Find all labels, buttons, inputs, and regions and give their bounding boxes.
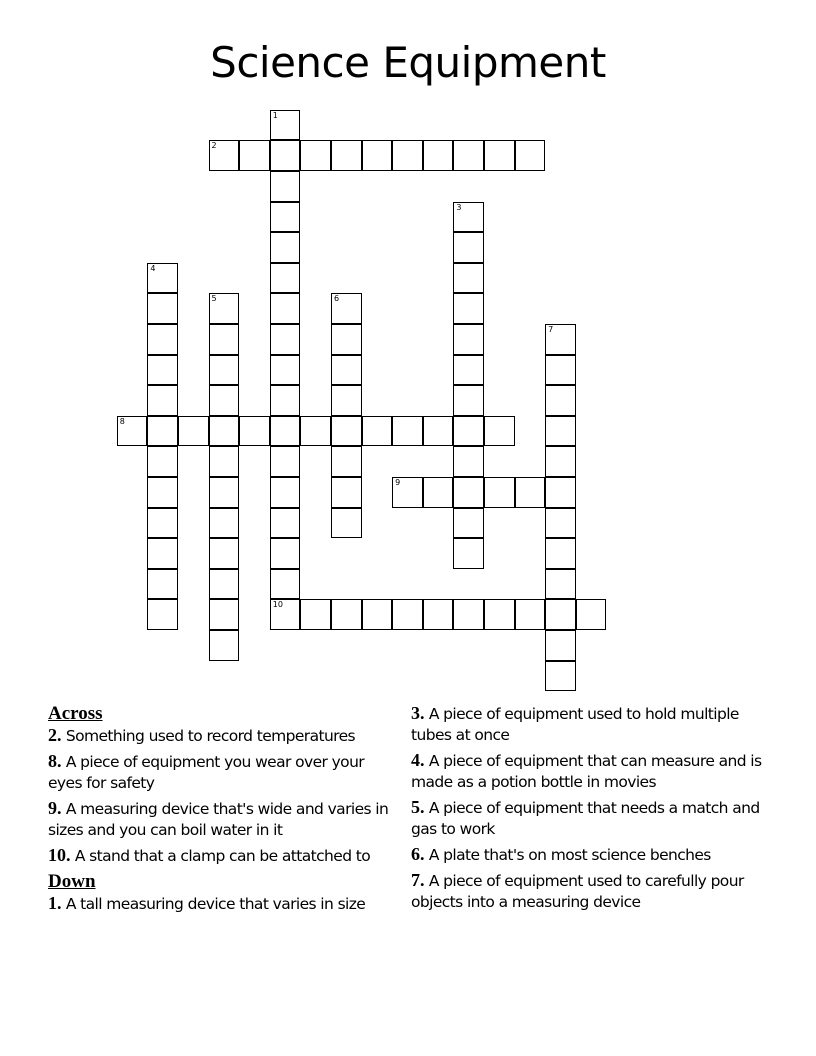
grid-cell[interactable] xyxy=(270,508,301,539)
grid-cell[interactable] xyxy=(147,263,178,294)
clue-down-5: 5. A piece of equipment that needs a match and gas to work xyxy=(411,797,760,838)
clue-across-9: 9. A measuring device that's wide and varies in sizes and you can boil water in it xyxy=(48,798,389,839)
grid-cell[interactable] xyxy=(453,355,484,386)
grid-cell[interactable] xyxy=(270,324,301,355)
grid-cell[interactable] xyxy=(300,416,331,447)
grid-cell[interactable] xyxy=(331,477,362,508)
grid-cell[interactable] xyxy=(392,416,423,447)
grid-cell[interactable] xyxy=(545,630,576,661)
grid-cell[interactable] xyxy=(147,508,178,539)
grid-cell[interactable] xyxy=(392,140,423,171)
grid-cell[interactable] xyxy=(270,477,301,508)
grid-cell[interactable] xyxy=(239,140,270,171)
grid-cell[interactable] xyxy=(147,385,178,416)
grid-cell[interactable] xyxy=(362,416,393,447)
grid-cell[interactable] xyxy=(331,140,362,171)
grid-cell[interactable] xyxy=(270,599,301,630)
grid-cell[interactable] xyxy=(270,110,301,141)
grid-cell[interactable] xyxy=(545,416,576,447)
clue-number-label: 5 xyxy=(211,294,217,304)
grid-cell[interactable] xyxy=(545,599,576,630)
grid-cell[interactable] xyxy=(209,355,240,386)
grid-cell[interactable] xyxy=(147,599,178,630)
clue-number-label: 9 xyxy=(395,477,401,487)
grid-cell[interactable] xyxy=(545,477,576,508)
grid-cell[interactable] xyxy=(178,416,209,447)
grid-cell[interactable] xyxy=(576,599,607,630)
grid-cell[interactable] xyxy=(331,355,362,386)
clue-down-3: 3. A piece of equipment used to hold multiple tubes at once xyxy=(411,703,739,744)
grid-cell[interactable] xyxy=(270,293,301,324)
clue-number-label: 8 xyxy=(119,416,125,426)
grid-cell[interactable] xyxy=(300,599,331,630)
grid-cell[interactable] xyxy=(423,140,454,171)
clue-down-4: 4. A piece of equipment that can measure and is made as a potion bottle in movies xyxy=(411,750,762,791)
grid-cell[interactable] xyxy=(300,140,331,171)
grid-cell[interactable] xyxy=(453,385,484,416)
grid-cell[interactable] xyxy=(362,140,393,171)
clue-number-label: 10 xyxy=(272,600,283,610)
grid-cell[interactable] xyxy=(545,508,576,539)
across-heading: Across xyxy=(48,703,103,724)
grid-cell[interactable] xyxy=(331,416,362,447)
clue-across-2: 2. Something used to record temperatures xyxy=(48,725,356,745)
grid-cell[interactable] xyxy=(117,416,148,447)
clue-number-label: 6 xyxy=(333,294,340,304)
grid-cell[interactable] xyxy=(453,202,484,233)
grid-cell[interactable] xyxy=(209,630,240,661)
grid-cell[interactable] xyxy=(453,508,484,539)
puzzle-title: Science Equipment xyxy=(210,38,606,87)
grid-cell[interactable] xyxy=(209,140,240,171)
grid-cell[interactable] xyxy=(270,171,301,202)
grid-cell[interactable] xyxy=(270,385,301,416)
grid-cell[interactable] xyxy=(545,324,576,355)
grid-cell[interactable] xyxy=(147,324,178,355)
grid-cell[interactable] xyxy=(484,140,515,171)
grid-cell[interactable] xyxy=(545,569,576,600)
grid-cell[interactable] xyxy=(331,508,362,539)
grid-cell[interactable] xyxy=(331,324,362,355)
grid-cell[interactable] xyxy=(331,599,362,630)
grid-cell[interactable] xyxy=(453,263,484,294)
grid-cell[interactable] xyxy=(453,232,484,263)
grid-cell[interactable] xyxy=(270,140,301,171)
clue-down-1: 1. A tall measuring device that varies in size xyxy=(48,893,366,913)
grid-cell[interactable] xyxy=(270,232,301,263)
grid-cell[interactable] xyxy=(423,599,454,630)
grid-cell[interactable] xyxy=(484,416,515,447)
grid-cell[interactable] xyxy=(545,385,576,416)
grid-cell[interactable] xyxy=(147,477,178,508)
clues-left-column xyxy=(48,703,398,919)
grid-cell[interactable] xyxy=(392,599,423,630)
grid-cell[interactable] xyxy=(545,538,576,569)
clue-down-6: 6. A plate that's on most science benches xyxy=(411,844,711,864)
grid-cell[interactable] xyxy=(209,538,240,569)
grid-cell[interactable] xyxy=(147,293,178,324)
grid-cell[interactable] xyxy=(270,416,301,447)
clue-across-10: 10. A stand that a clamp can be attatched to xyxy=(48,845,371,865)
grid-cell[interactable] xyxy=(515,140,546,171)
grid-cell[interactable] xyxy=(362,599,393,630)
grid-cell[interactable] xyxy=(270,569,301,600)
grid-cell[interactable] xyxy=(545,355,576,386)
grid-cell[interactable] xyxy=(270,202,301,233)
down-heading: Down xyxy=(48,871,96,892)
clue-down-7: 7. A piece of equipment used to carefully pour objects into a measuring device xyxy=(411,870,744,911)
grid-cell[interactable] xyxy=(453,416,484,447)
grid-cell[interactable] xyxy=(453,446,484,477)
grid-cell[interactable] xyxy=(147,416,178,447)
clue-across-8: 8. A piece of equipment you wear over your eyes for safety xyxy=(48,751,365,792)
grid-cell[interactable] xyxy=(209,569,240,600)
grid-cell[interactable] xyxy=(484,477,515,508)
grid-cell[interactable] xyxy=(209,416,240,447)
grid-cell[interactable] xyxy=(453,538,484,569)
grid-cell[interactable] xyxy=(392,477,423,508)
clues-right-column xyxy=(411,703,771,917)
clue-number-label: 3 xyxy=(456,202,462,212)
clue-number-label: 7 xyxy=(548,324,554,334)
grid-cell[interactable] xyxy=(331,293,362,324)
grid-cell[interactable] xyxy=(331,385,362,416)
grid-cell[interactable] xyxy=(270,538,301,569)
grid-cell[interactable] xyxy=(453,477,484,508)
clue-number-label: 4 xyxy=(150,263,156,273)
grid-cell[interactable] xyxy=(209,324,240,355)
clue-number-label: 2 xyxy=(211,141,217,151)
grid-cell[interactable] xyxy=(545,446,576,477)
grid-cell[interactable] xyxy=(147,355,178,386)
grid-cell[interactable] xyxy=(239,416,270,447)
grid-cell[interactable] xyxy=(453,599,484,630)
grid-cell[interactable] xyxy=(453,324,484,355)
grid-cell[interactable] xyxy=(209,477,240,508)
grid-cell[interactable] xyxy=(545,661,576,692)
grid-cell[interactable] xyxy=(147,446,178,477)
grid-cell[interactable] xyxy=(209,446,240,477)
grid-cell[interactable] xyxy=(453,293,484,324)
grid-cell[interactable] xyxy=(270,263,301,294)
grid-cell[interactable] xyxy=(147,569,178,600)
grid-cell[interactable] xyxy=(270,446,301,477)
grid-cell[interactable] xyxy=(209,508,240,539)
grid-cell[interactable] xyxy=(331,446,362,477)
grid-cell[interactable] xyxy=(515,477,546,508)
grid-cell[interactable] xyxy=(453,140,484,171)
grid-cell[interactable] xyxy=(209,293,240,324)
grid-cell[interactable] xyxy=(209,599,240,630)
grid-cell[interactable] xyxy=(484,599,515,630)
grid-cell[interactable] xyxy=(423,416,454,447)
grid-cell[interactable] xyxy=(147,538,178,569)
grid-cell[interactable] xyxy=(270,355,301,386)
clue-number-label: 1 xyxy=(272,110,278,120)
grid-cell[interactable] xyxy=(515,599,546,630)
grid-cell[interactable] xyxy=(423,477,454,508)
grid-cell[interactable] xyxy=(209,385,240,416)
